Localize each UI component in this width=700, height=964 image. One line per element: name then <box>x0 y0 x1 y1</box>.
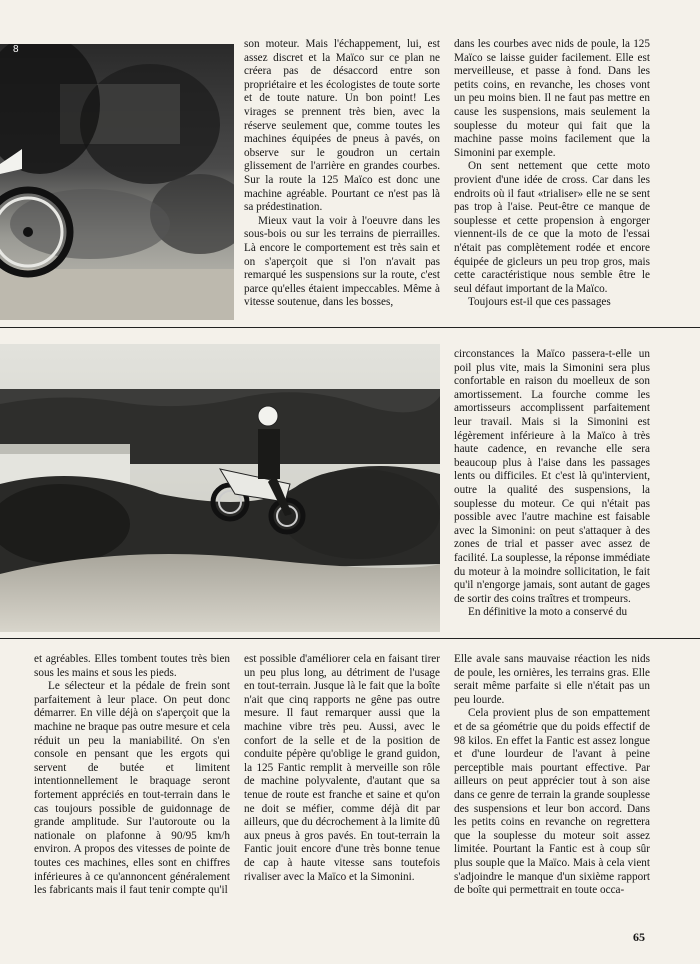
paragraph: est possible d'améliorer cela en faisant tirer un peu plus long, au détriment de l'usage en tout-terrain. Jusque là le fait que la boîte n'ait que cinq rapports ne gêne pas outre mesure. Il faut remarquer aussi que la machine vibre très peu. Aussi, avec le confort de la selle et de la position de conduite pépère qu'oblige le grand guidon, la 125 Fantic remplit à merveille son rôle de machine polyvalente, d'autant que sa tenue de route est franche et saine et qu'on ne doit se méfier, comme déjà dit par ailleurs, que du décrochement à la limite dû aux pneus à gros pavés. En tout-terrain la Fantic jouit encore d'une très bonne tenue de cap à haute vitesse sans toutefois rivaliser avec la Maïco et la Simonini. <box>244 653 440 883</box>
paragraph: Mieux vaut la voir à l'oeuvre dans les sous-bois ou sur les terrains de pierrailles. Là encore le comportement est très sain et on s'aperçoit que si l'on n'avait pas remarqué les suspensions sur la route, c'est parce qu'elles étaient impeccables. Même à vitesse soutenue, dans les bosses, <box>244 214 440 309</box>
paragraph: En définitive la moto a conservé du <box>468 606 628 619</box>
top-column-1 <box>244 38 440 310</box>
paragraph: Elle avale sans mauvaise réaction les nids de poule, les ornières, les terrains gras. Elle serait même parfaite si elle n'était pas un peu lourde. <box>454 653 650 706</box>
page-number: 65 <box>633 930 645 944</box>
paragraph: dans les courbes avec nids de poule, la 125 Maïco se laisse guider facilement. Elle est merveilleuse, et passe à fond. Dans les petits coins, en revanche, les choses vont un peu moins bien. Il ne faut pas mettre en cause les suspensions, mais seulement la souplesse du moteur qui fait que la machine passe moins facilement que la Simonini par exemple. <box>454 38 650 159</box>
divider-top <box>0 327 700 328</box>
photo-top-image <box>0 44 234 320</box>
paragraph: Le sélecteur et la pédale de frein sont parfaitement à leur place. On peut donc démarrer. En ville déjà on s'aperçoit que la machine ne braque pas outre mesure et cela réduit un peu la maniabilité. On s'en console en pensant que les ergots qui servent de butée et limitent intentionnellement le braquage seront fortement appréciés en tout-terrain dans le cas toujours possible de guidonnage de grande amplitude. Sur l'autoroute ou la nationale on plafonne à 90/95 km/h environ. A propos des vitesses de pointe de toutes ces machines, elles sont en chiffres inférieures à ce qu'annoncent généralement les fabricants mais il faut tenir compte qu'il <box>34 680 230 897</box>
bottom-column-3 <box>454 653 650 898</box>
photo-top-motorcycle-woods <box>0 44 234 320</box>
photo-middle-image <box>0 344 440 632</box>
paragraph: et agréables. Elles tombent toutes très bien sous les mains et sous les pieds. <box>34 653 230 679</box>
bottom-column-2 <box>244 653 440 884</box>
paragraph: Toujours est-il que ces passages <box>468 296 611 309</box>
paragraph: Cela provient plus de son empattement et de sa géométrie que du poids effectif de 98 kilos. En effet la Fantic est assez longue et d'une lourdeur de l'avant à peine perceptible mais pourtant effective. Par ailleurs on peut apprécier tout à son aise dans ce genre de terrain la grande souplesse des suspensions et leur bon accord. Dans les petits coins en revanche on regrettera que la souplesse du moteur soit assez limitée. Pourtant la Fantic est à coup sûr plus souple que la Maïco. Mais à cela vient s'adjoindre le manque d'un sixième rapport de boîte qui permettrait en toute occa- <box>454 707 651 897</box>
photo-top-label: 8 <box>13 44 19 55</box>
paragraph: On sent nettement que cette moto provient d'une idée de cross. Car dans les endroits où il faut «trialiser» elle ne se sent pas trop à l'aise. Peut-être ce manque de souplesse et cette propension à engorger viennent-ils de ce que la moto de l'essai n'était pas complètement rodée et encore équipée de gicleurs un peu trop gros, mais cette caractéristique nous semble être le seul défaut important de la Maïco. <box>454 160 650 295</box>
top-column-2 <box>454 38 650 310</box>
middle-column <box>454 348 650 620</box>
bottom-column-1 <box>34 653 230 898</box>
photo-middle-jump <box>0 344 440 632</box>
paragraph: circonstances la Maïco passera-t-elle un poil plus vite, mais la Simonini sera plus confortable en raison du moelleux de son amortissement. La fourche comme les amortisseurs accomplissent parfaitement leur travail. Mais si la Simonini est légèrement inférieure à la Maïco à très haute cadence, en revanche elle sera beaucoup plus à l'aise dans les passages lents ou difficiles. Et c'est là qu'intervient, outre la qualité des suspensions, la souplesse du moteur. Ce qui n'était pas possible avec l'autre machine est faisable avec la Simonini: on peut s'attaquer à des zones de trial et passer avec assez de facilité. La souplesse, la réponse immédiate du moteur à la moindre sollicitation, le fait qu'il n'engorge jamais, sont autant de gages de sortir des coins traîtres et trompeurs. <box>454 348 650 605</box>
divider-middle <box>0 638 700 639</box>
paragraph: son moteur. Mais l'échappement, lui, est assez discret et la Maïco sur ce plan ne créera pas de désaccord entre son propriétaire et les écologistes de toute sorte et de toute nature. Un bon point! Les virages se prennent très bien, avec la réserve seulement que, comme toutes les machines équipées de pneus à pavés, on observe sur le goudron un certain glissement de l'arrière en grandes courbes. Sur la route la 125 Maïco est donc une machine agréable. Pourtant ce n'est pas là sa prédestination. <box>244 38 440 214</box>
